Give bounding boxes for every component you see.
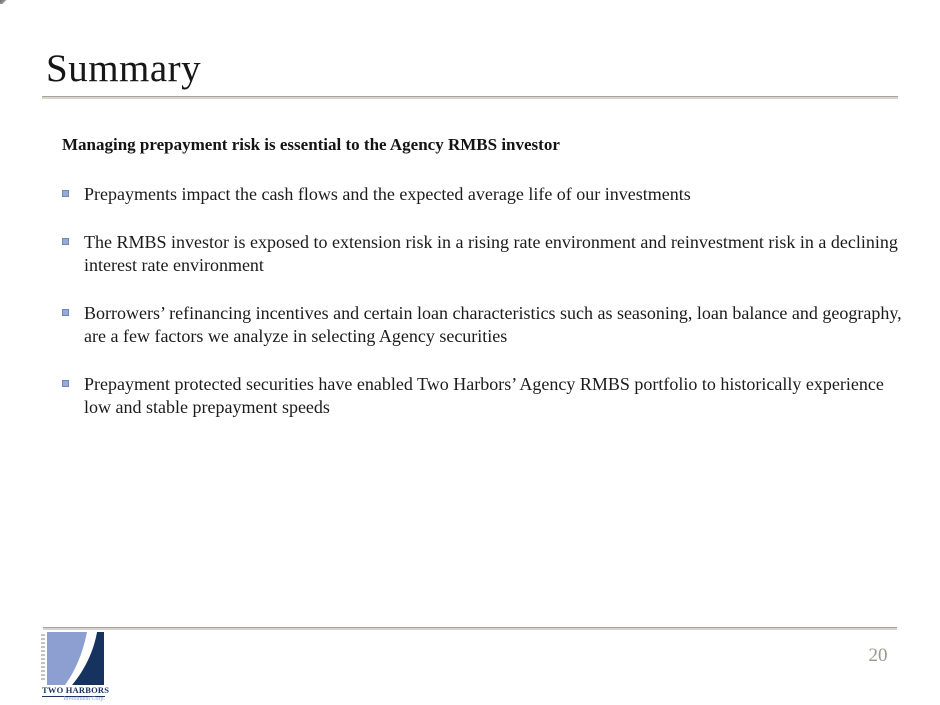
two-harbors-logo-icon [47, 632, 104, 685]
bullet-text: Prepayment protected securities have enabled Two Harbors’ Agency RMBS portfolio to historically experience low and stable prepayment speeds [84, 373, 884, 417]
title-divider-line [42, 96, 898, 99]
two-harbors-logo [40, 631, 110, 703]
square-bullet-icon [62, 373, 84, 387]
square-bullet-icon [62, 231, 84, 245]
slide-title: Summary [46, 47, 202, 90]
logo-subtitle: Investment Corp. [63, 696, 105, 702]
bullet-list [62, 183, 914, 420]
corner-artifact [0, 0, 7, 4]
page-number: 20 [868, 645, 888, 666]
list-item [62, 373, 914, 420]
logo-company-name: TWO HARBORS [42, 685, 110, 695]
square-bullet-icon [62, 183, 84, 197]
list-item [62, 183, 914, 207]
bullet-text: Borrowers’ refinancing incentives and certain loan characteristics such as seasoning, loan balance and geography, are a few factors we analyze in selecting Agency securities [84, 302, 902, 346]
list-item [62, 231, 914, 278]
footer-divider-line [43, 627, 897, 630]
lead-heading: Managing prepayment risk is essential to the Agency RMBS investor [62, 135, 560, 154]
bullet-text: Prepayments impact the cash flows and the expected average life of our investments [84, 184, 691, 204]
logo-side-text-strip [41, 634, 45, 682]
square-bullet-icon [62, 302, 84, 316]
slide-body [62, 134, 914, 444]
list-item [62, 302, 914, 349]
bullet-text: The RMBS investor is exposed to extension risk in a rising rate environment and reinvestment risk in a declining interest rate environment [84, 231, 898, 275]
